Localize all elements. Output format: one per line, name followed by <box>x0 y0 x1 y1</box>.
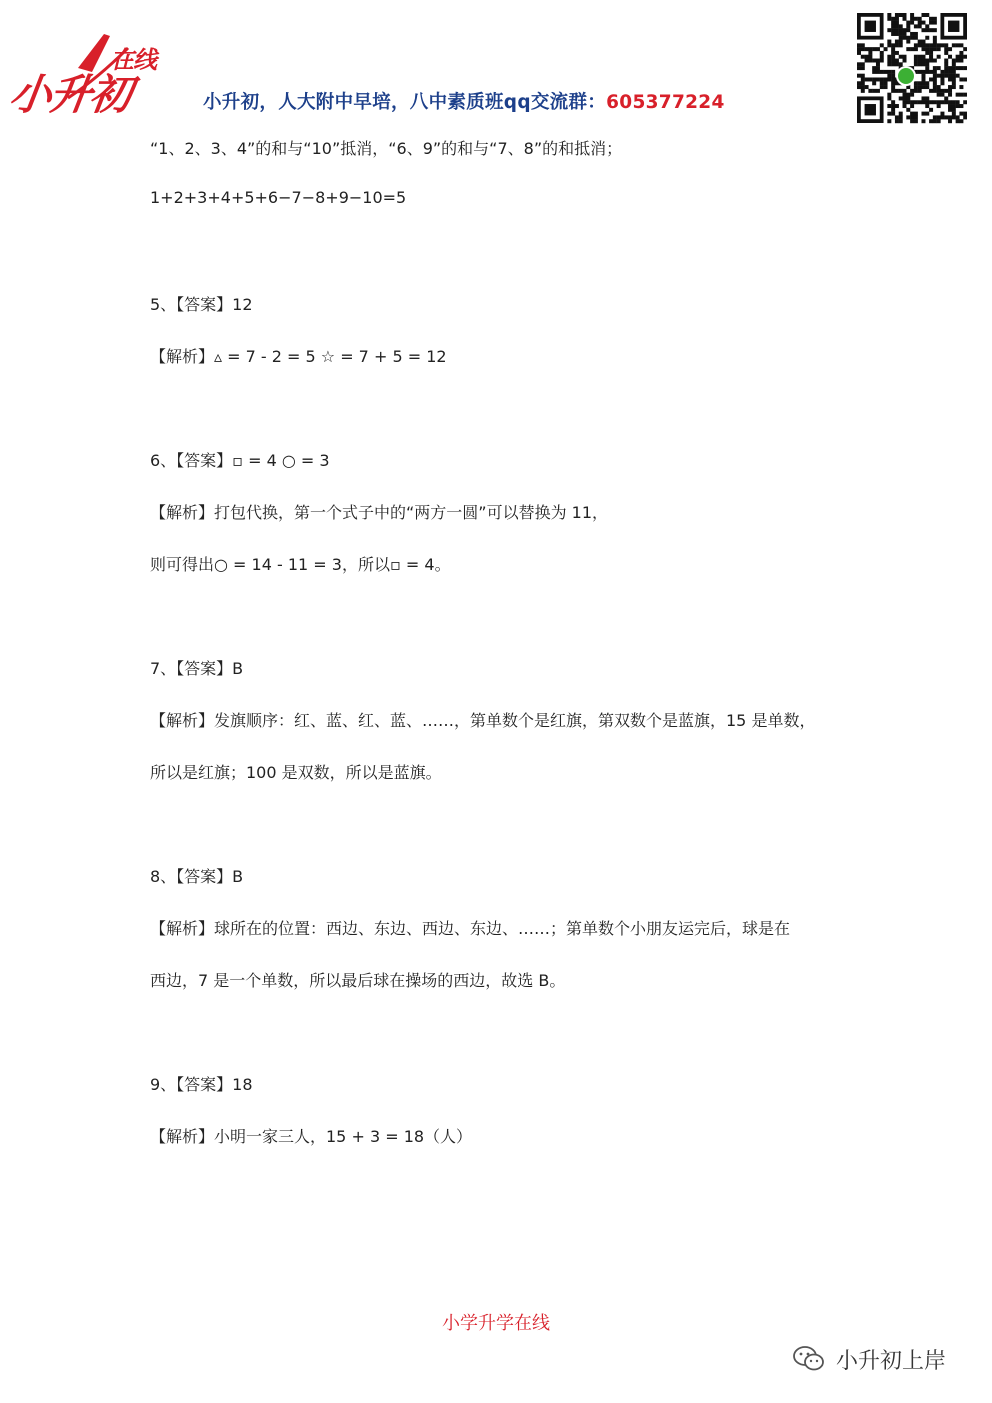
watermark-text: 小升初上岸 <box>836 1348 947 1374</box>
logo-subtext: 在线 <box>110 46 156 74</box>
logo-text: 小升初 <box>6 70 134 119</box>
analysis-9: 【解析】小明一家三人，15 + 3 = 18（人） <box>150 1127 473 1146</box>
analysis-8: 【解析】球所在的位置：西边、东边、西边、东边、……；第单数个小朋友运完后，球是在 <box>150 919 791 938</box>
analysis-6: 【解析】打包代换，第一个式子中的“两方一圆”可以替换为 11， <box>150 503 609 522</box>
text-line: 1+2+3+4+5+6−7−8+9−10=5 <box>150 188 407 207</box>
analysis-7-cont: 所以是红旗；100 是双数，所以是蓝旗。 <box>150 763 442 782</box>
answer-5: 5、【答案】12 <box>150 295 253 314</box>
analysis-8-cont: 西边，7 是一个单数，所以最后球在操场的西边，故选 B。 <box>150 971 566 990</box>
wechat-icon <box>792 1344 826 1374</box>
analysis-7: 【解析】发旗顺序：红、蓝、红、蓝、……，第单数个是红旗，第双数个是蓝旗，15 是单数， <box>150 711 816 730</box>
wechat-watermark <box>792 1342 946 1376</box>
brand-logo <box>8 28 176 120</box>
answer-9: 9、【答案】18 <box>150 1075 253 1094</box>
banner-title: 小升初，人大附中早培，八中素质班qq交流群： <box>203 92 607 113</box>
answer-6: 6、【答案】▫ = 4 ○ = 3 <box>150 451 330 470</box>
answer-8: 8、【答案】B <box>150 867 244 886</box>
qq-number[interactable]: 605377224 <box>606 92 725 113</box>
answer-7: 7、【答案】B <box>150 659 244 678</box>
analysis-6-cont: 则可得出○ = 14 - 11 = 3，所以▫ = 4。 <box>150 555 451 574</box>
page-footer: 小学升学在线 <box>442 1313 550 1334</box>
analysis-5: 【解析】▵ = 7 - 2 = 5 ☆ = 7 + 5 = 12 <box>150 347 447 366</box>
qq-group-banner <box>203 88 725 114</box>
qr-code-icon <box>857 10 967 127</box>
text-line: “1、2、3、4”的和与“10”抵消，“6、9”的和与“7、8”的和抵消； <box>150 139 623 158</box>
